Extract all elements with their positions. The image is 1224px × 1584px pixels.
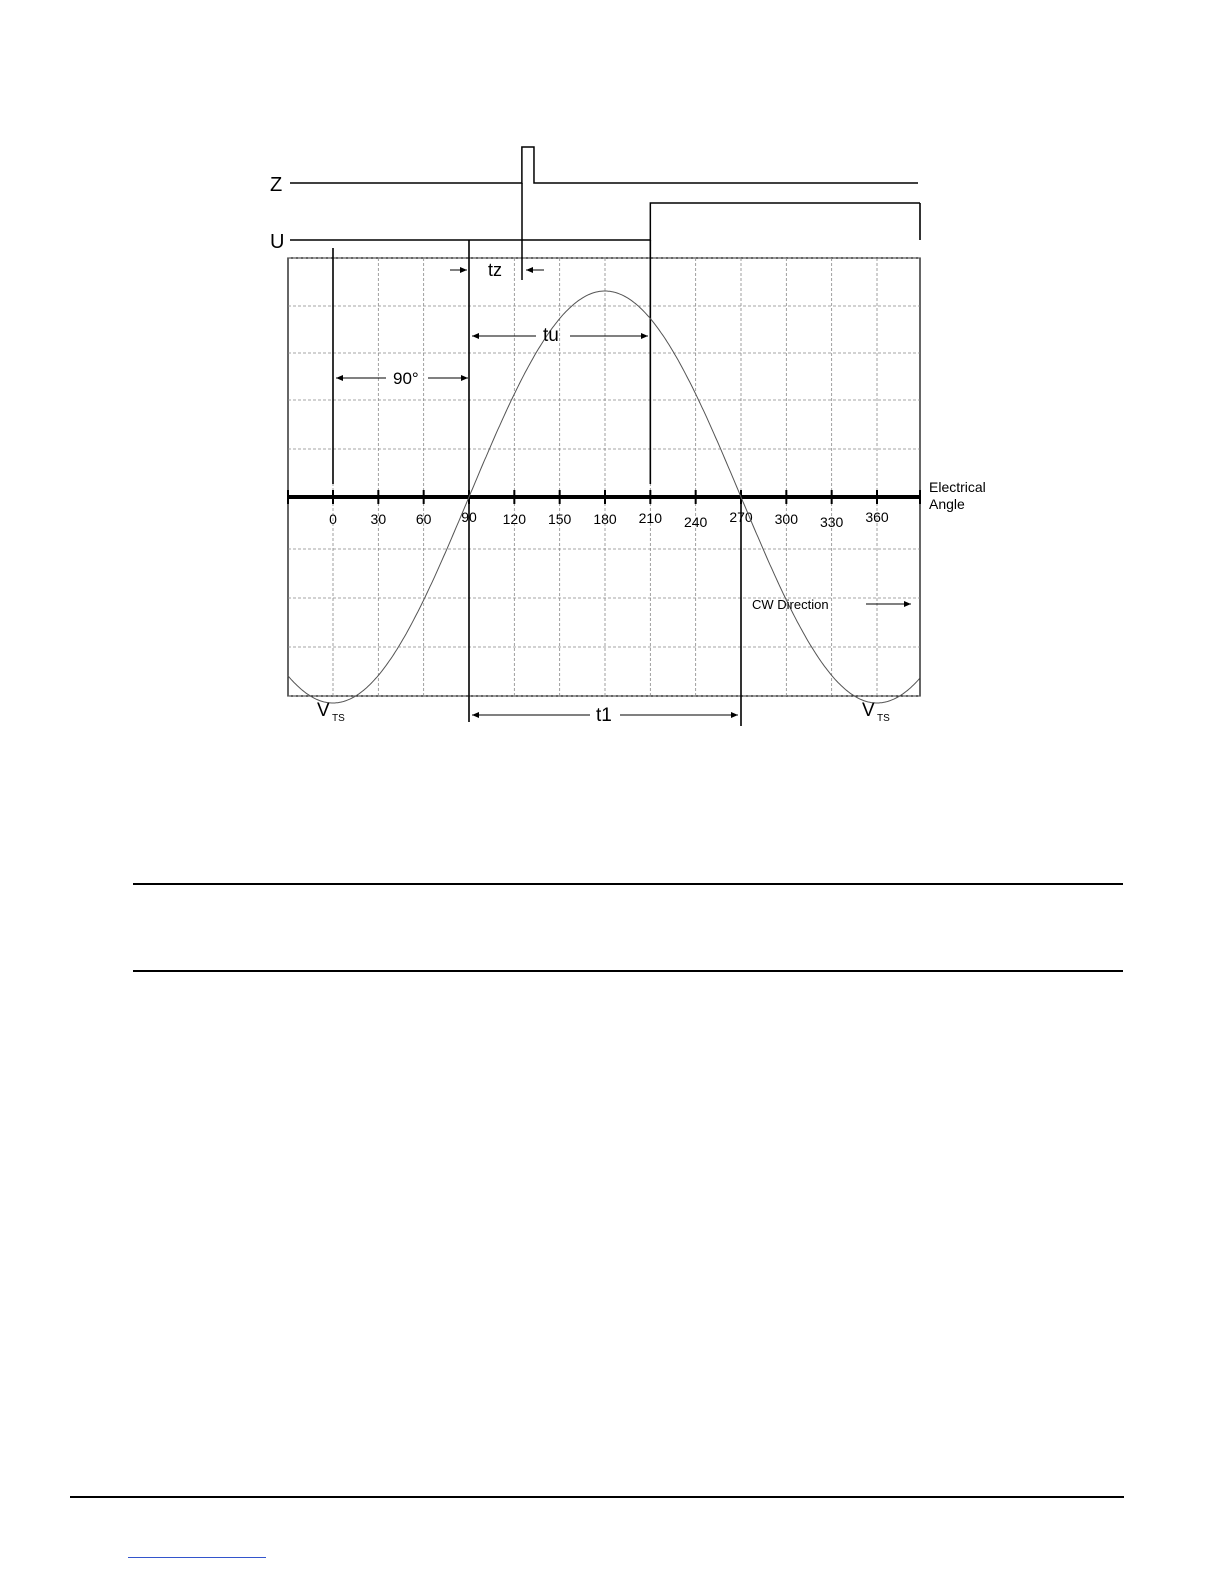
tick-label-30: 30 — [370, 511, 387, 527]
z-signal-trace — [290, 147, 918, 183]
tick-label-60: 60 — [415, 511, 432, 527]
footer-rule — [70, 1496, 1124, 1498]
tick-label-330: 330 — [819, 514, 844, 530]
tz-label: tz — [488, 260, 503, 280]
axis-label-electrical: Electrical — [929, 479, 986, 495]
vts-right-main: V — [862, 700, 875, 721]
vts-left-main: V — [317, 700, 330, 721]
tick-label-150: 150 — [547, 511, 572, 527]
plot-frame — [288, 258, 920, 696]
grid — [288, 258, 920, 696]
ninety-degree-label: 90° — [393, 369, 419, 388]
tick-label-0: 0 — [329, 511, 337, 527]
tu-label: tu — [543, 325, 559, 346]
u-signal-label: U — [270, 231, 285, 253]
z-signal-label: Z — [270, 174, 283, 196]
tick-label-90: 90 — [461, 509, 477, 525]
vts-right-sub: TS — [877, 713, 890, 724]
tick-label-180: 180 — [593, 511, 617, 527]
tick-label-240: 240 — [683, 514, 708, 530]
tz-annotation — [450, 260, 544, 280]
divider-rule-middle — [133, 970, 1123, 972]
vts-left-sub: TS — [332, 713, 345, 724]
ninety-degree-annotation — [336, 369, 468, 388]
tick-label-210: 210 — [638, 510, 663, 526]
divider-rule-top — [133, 883, 1123, 885]
vts-right-label — [862, 700, 890, 724]
u-signal-trace — [290, 203, 920, 240]
t1-annotation — [472, 705, 738, 726]
axis-label-angle: Angle — [929, 496, 965, 512]
footer-link-underline — [128, 1557, 266, 1558]
tick-label-360: 360 — [865, 509, 889, 525]
tick-label-300: 300 — [774, 511, 799, 527]
cw-direction-label: CW Direction — [752, 597, 829, 612]
t1-label: t1 — [596, 705, 612, 726]
tick-label-120: 120 — [502, 511, 527, 527]
tick-label-270: 270 — [729, 509, 753, 525]
vts-left-label — [317, 700, 345, 724]
